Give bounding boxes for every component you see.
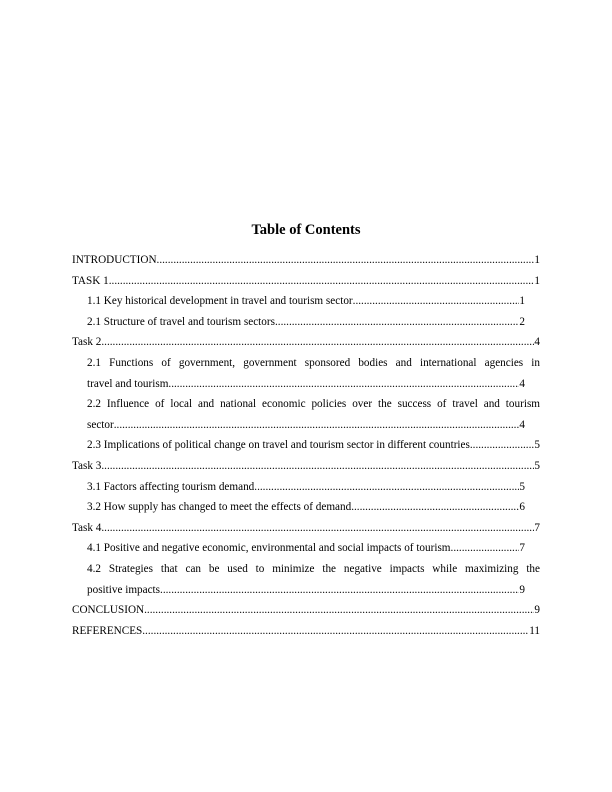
toc-entry-text: Task 3	[72, 459, 102, 472]
dot-leader	[160, 580, 519, 601]
toc-entry-task-4[interactable]	[72, 518, 540, 539]
toc-entry-text: 2.3 Implications of political change on travel and tourism sector in different countries	[87, 439, 470, 452]
toc-page-number: 1	[519, 295, 525, 308]
toc-entry-text: Task 2	[72, 336, 102, 349]
toc-entry-text: CONCLUSION	[72, 604, 145, 617]
toc-entry-1-1[interactable]	[72, 291, 540, 312]
toc-entry-3-1[interactable]	[72, 477, 540, 498]
toc-page-number: 9	[519, 583, 525, 596]
toc-entry-introduction[interactable]	[72, 250, 540, 271]
toc-entry-text-cont: travel and tourism	[87, 377, 169, 390]
toc-entry-task-2[interactable]	[72, 332, 540, 353]
toc-entry-text: TASK 1	[72, 274, 109, 287]
toc-page-number: 4	[534, 336, 540, 349]
dot-leader	[470, 435, 535, 456]
toc-page-number: 5	[519, 480, 525, 493]
toc-entry-2-1-functions[interactable]	[72, 353, 540, 394]
toc-entry-text: Task 4	[72, 521, 102, 534]
dot-leader	[109, 271, 535, 292]
dot-leader	[114, 415, 520, 436]
dot-leader	[351, 497, 519, 518]
toc-entry-3-2[interactable]	[72, 497, 540, 518]
toc-page-number: 7	[534, 521, 540, 534]
toc-entry-references[interactable]	[72, 621, 540, 642]
toc-page-number: 6	[519, 501, 525, 514]
dot-leader	[101, 456, 534, 477]
dot-leader	[254, 477, 519, 498]
dot-leader	[157, 250, 535, 271]
toc-title: Table of Contents	[251, 222, 361, 238]
toc-entry-text: REFERENCES	[72, 624, 143, 637]
toc-entry-2-1[interactable]	[72, 312, 540, 333]
toc-page-number: 11	[529, 624, 540, 637]
toc-page-number: 9	[534, 604, 540, 617]
toc-entry-task-3[interactable]	[72, 456, 540, 477]
toc-entry-text: 3.2 How supply has changed to meet the effects of demand	[87, 501, 352, 514]
toc-entry-text: 4.2 Strategies that can be used to minimize the negative impacts while maximizing the	[87, 562, 540, 575]
table-of-contents	[72, 250, 540, 641]
toc-page-number: 5	[534, 439, 540, 452]
toc-entry-text: 1.1 Key historical development in travel and tourism sector	[87, 295, 353, 308]
toc-entry-text: INTRODUCTION	[72, 254, 157, 266]
dot-leader	[101, 518, 534, 539]
toc-page-number: 7	[519, 542, 525, 555]
toc-page-number: 4	[519, 377, 525, 390]
toc-entry-text: 4.1 Positive and negative economic, environmental and social impacts of tourism	[87, 542, 451, 555]
dot-leader	[142, 621, 529, 642]
dot-leader	[144, 600, 534, 621]
dot-leader	[168, 374, 519, 395]
toc-entry-4-1[interactable]	[72, 538, 540, 559]
toc-entry-text: 3.1 Factors affecting tourism demand	[87, 480, 255, 493]
dot-leader	[353, 291, 520, 312]
toc-page-number: 5	[534, 459, 540, 472]
toc-entry-text: 2.2 Influence of local and national economic policies over the success of travel and tourism	[87, 398, 540, 411]
toc-entry-task-1[interactable]	[72, 271, 540, 292]
toc-entry-2-3[interactable]	[72, 435, 540, 456]
toc-page-number: 2	[519, 315, 525, 328]
toc-entry-text: 2.1 Functions of government, government sponsored bodies and international agencies in	[87, 356, 540, 369]
toc-entry-2-2[interactable]	[72, 394, 540, 435]
dot-leader	[275, 312, 519, 333]
dot-leader	[451, 538, 520, 559]
toc-page-number: 4	[519, 418, 525, 431]
toc-entry-text-cont: sector	[87, 418, 114, 431]
toc-entry-conclusion[interactable]	[72, 600, 540, 621]
toc-page-number: 1	[534, 274, 540, 287]
toc-entry-text: 2.1 Structure of travel and tourism sectors	[87, 315, 275, 328]
toc-entry-text-cont: positive impacts	[87, 583, 161, 596]
dot-leader	[101, 332, 534, 353]
toc-page-number: 1	[534, 254, 540, 266]
toc-entry-4-2[interactable]	[72, 559, 540, 600]
